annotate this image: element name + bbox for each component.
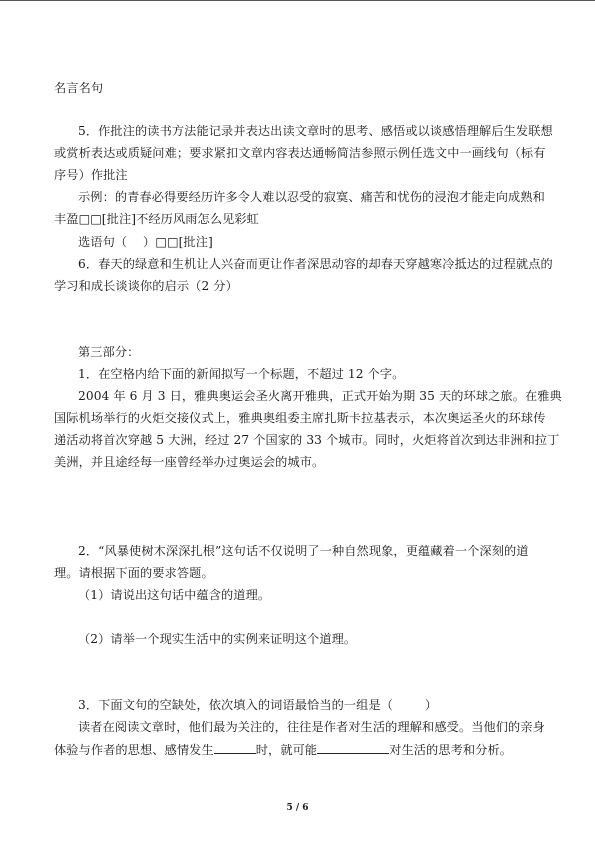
q5-line1: 5．作批注的读书方法能记录并表达出读文章时的思考、感悟或以谈感悟理解后生发联想 xyxy=(78,124,553,138)
answer-blank-2[interactable] xyxy=(317,741,389,754)
q5-example-line1: 示例：的青春必得要经历许多令人难以忍受的寂寞、痛苦和忧伤的浸泡才能走向成熟和 xyxy=(78,190,545,204)
page-number: 5 / 6 xyxy=(286,803,309,813)
q3-line3-part2: 时，就可能 xyxy=(255,743,318,757)
q5-line2: 或赏析表达或质疑问难；要求紧扣文章内容表达通畅简洁参照示例任选文中一画线句（标有 xyxy=(54,146,546,160)
q3-line3-part1: 体验与作者的思想、感情发生 xyxy=(54,743,214,757)
q3-line3 xyxy=(54,741,512,758)
section-title: 名言名句 xyxy=(54,81,104,95)
news-line2: 国际机场举行的火炬交接仪式上，雅典奥组委主席扎斯卡拉基表示，本次奥运圣火的环球传 xyxy=(54,411,546,425)
q5-line3: 序号）作批注 xyxy=(54,168,128,182)
q2-line1: 2．“风暴使树木深深扎根”这句话不仅说明了一种自然现象，更蕴藏着一个深刻的道 xyxy=(78,544,529,558)
q5-example-line2: 丰盈□□[批注]不经历风雨怎么见彩虹 xyxy=(54,212,259,226)
q3-line2: 读者在阅读文章时，他们最为关注的，往往是作者对生活的理解和感受。当他们的亲身 xyxy=(78,720,545,734)
answer-blank-1[interactable] xyxy=(214,741,256,754)
q2-sub2: （2）请举一个现实生活中的实例来证明这个道理。 xyxy=(78,632,357,646)
q2-line2: 理。请根据下面的要求答题。 xyxy=(54,566,214,580)
q2-sub1: （1）请说出这句话中蕴含的道理。 xyxy=(78,588,271,602)
q6-line2: 学习和成长谈谈你的启示（2 分） xyxy=(54,279,238,293)
q3-line3-part3: 对生活的思考和分析。 xyxy=(389,743,513,757)
news-line4: 美洲，并且途经每一座曾经举办过奥运会的城市。 xyxy=(54,455,325,469)
q5-choose-line: 选语句（ ）□□[批注] xyxy=(78,235,213,249)
news-line1: 2004 年 6 月 3 日，雅典奥运会圣火离开雅典，正式开始为期 35 天的环球之旅。在雅典 xyxy=(78,389,562,403)
news-line3: 递活动将首次穿越 5 大洲，经过 27 个国家的 33 个城市。同时，火炬将首次到达非洲和拉丁 xyxy=(54,433,560,447)
q3-line1: 3．下面文句的空缺处，依次填入的词语最恰当的一组是（ ） xyxy=(78,698,438,712)
part3-heading: 第三部分： xyxy=(78,345,140,359)
part3-q1: 1．在空格内给下面的新闻拟写一个标题，不超过 12 个字。 xyxy=(78,367,405,381)
top-rule xyxy=(0,0,595,1)
q6-line1: 6．春天的绿意和生机让人兴奋而更让作者深思动容的却春天穿越寒冷抵达的过程就点的 xyxy=(78,257,553,271)
